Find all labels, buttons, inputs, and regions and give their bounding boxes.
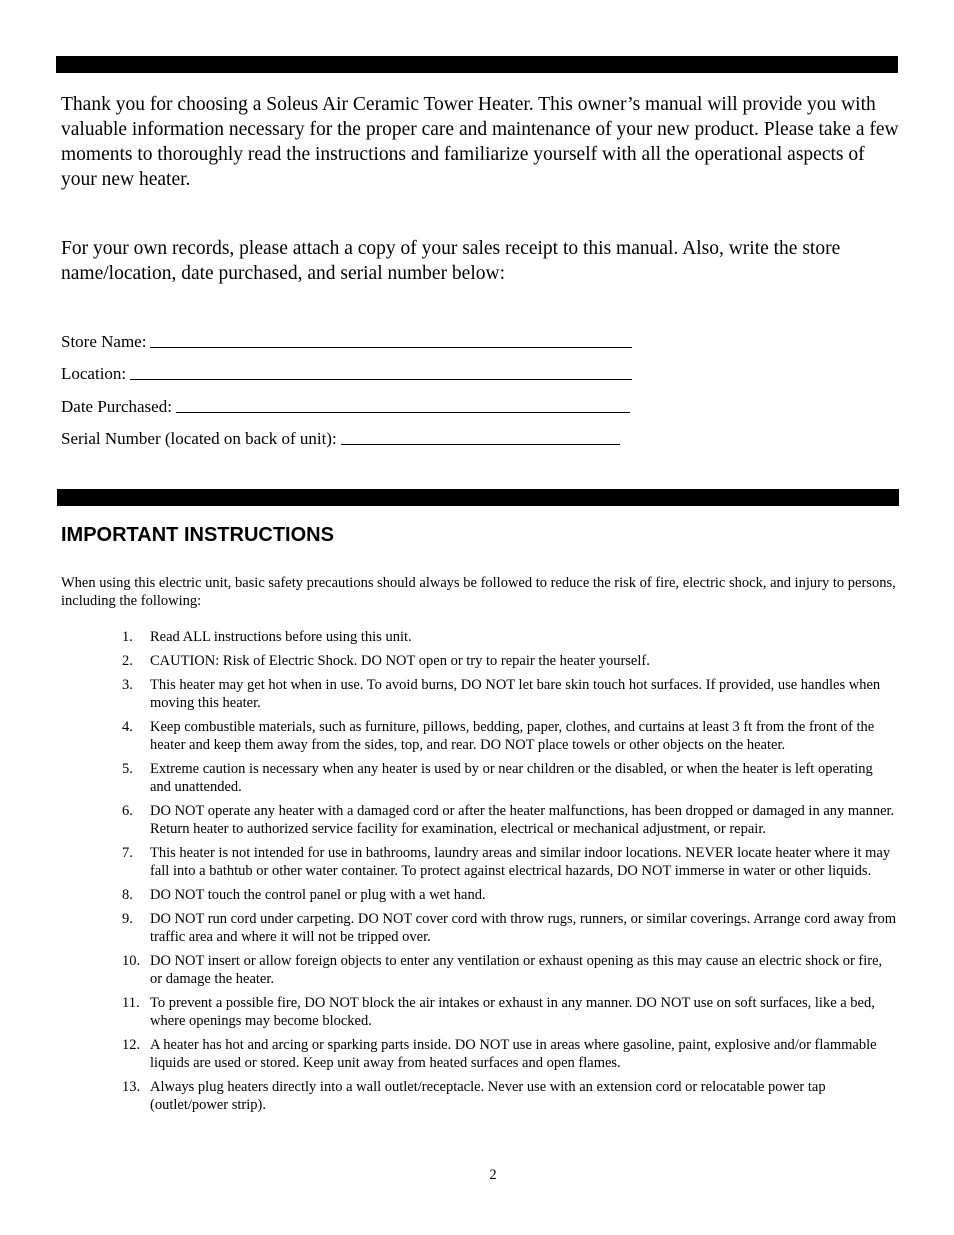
instruction-text: DO NOT operate any heater with a damaged cord or after the heater malfunctions, has been dropped or damaged in any manner. Return heater to authorized service facility for examination, electrical or mechanical adjustment, or repair. bbox=[150, 803, 895, 837]
instruction-number: 11. bbox=[122, 995, 140, 1011]
instruction-number: 1. bbox=[122, 629, 133, 645]
instruction-item bbox=[61, 952, 896, 988]
instruction-item bbox=[61, 760, 896, 796]
instruction-text: To prevent a possible fire, DO NOT block the air intakes or exhaust in any manner. DO NOT use on soft surfaces, like a bed, where openings may become blocked. bbox=[150, 995, 875, 1029]
location-field bbox=[61, 362, 632, 384]
serial-number-label: Serial Number (located on back of unit): bbox=[61, 429, 337, 448]
section-heading: IMPORTANT INSTRUCTIONS bbox=[61, 524, 334, 546]
date-purchased-label: Date Purchased: bbox=[61, 397, 172, 416]
safety-intro-paragraph: When using this electric unit, basic safety precautions should always be followed to reduce the risk of fire, electric shock, and injury to persons, including the following: bbox=[61, 575, 896, 609]
receipt-paragraph: For your own records, please attach a copy of your sales receipt to this manual. Also, write the store name/location, date purchased, and serial number below: bbox=[61, 238, 841, 284]
instruction-item bbox=[61, 652, 896, 670]
instructions-list bbox=[61, 628, 896, 1120]
instruction-item bbox=[61, 676, 896, 712]
instruction-item bbox=[61, 994, 896, 1030]
instruction-text: Extreme caution is necessary when any heater is used by or near children or the disabled, or when the heater is left operating and unattended. bbox=[150, 761, 873, 795]
section-divider-bar bbox=[57, 489, 899, 506]
store-name-blank bbox=[150, 331, 632, 348]
page-number: 2 bbox=[489, 1167, 497, 1183]
instruction-text: Always plug heaters directly into a wall outlet/receptacle. Never use with an extension cord or relocatable power tap (outlet/power strip). bbox=[150, 1079, 826, 1113]
store-name-field bbox=[61, 330, 632, 352]
instruction-text: A heater has hot and arcing or sparking parts inside. DO NOT use in areas where gasoline, paint, explosive and/or flammable liquids are used or stored. Keep unit away from heated surfaces and open flames. bbox=[150, 1037, 877, 1071]
instruction-number: 8. bbox=[122, 887, 133, 903]
location-label: Location: bbox=[61, 364, 127, 383]
serial-number-blank bbox=[341, 428, 620, 445]
store-name-label: Store Name: bbox=[61, 332, 147, 351]
instruction-number: 13. bbox=[122, 1079, 141, 1095]
instruction-number: 10. bbox=[122, 953, 141, 969]
instruction-item bbox=[61, 718, 896, 754]
instruction-item bbox=[61, 628, 896, 646]
instruction-text: This heater is not intended for use in bathrooms, laundry areas and similar indoor locations. NEVER locate heater where it may fall into a bathtub or other water container. To protect against electrical hazards, DO NOT immerse in water or other liquids. bbox=[150, 845, 891, 879]
instruction-item bbox=[61, 910, 896, 946]
instruction-number: 7. bbox=[122, 845, 133, 861]
instruction-text: Keep combustible materials, such as furniture, pillows, bedding, paper, clothes, and curtains at least 3 ft from the front of the heater and keep them away from the sides, top, and rear. DO NOT place towels or other objects on the heater. bbox=[150, 719, 875, 753]
date-purchased-field bbox=[61, 395, 630, 417]
instruction-text: DO NOT run cord under carpeting. DO NOT cover cord with throw rugs, runners, or similar coverings. Arrange cord away from traffic area and where it will not be tripped over. bbox=[150, 911, 897, 945]
instruction-item bbox=[61, 1078, 896, 1114]
instruction-text: This heater may get hot when in use. To avoid burns, DO NOT let bare skin touch hot surfaces. If provided, use handles when moving this heater. bbox=[150, 677, 881, 711]
instruction-text: Read ALL instructions before using this unit. bbox=[150, 629, 412, 645]
intro-paragraph: Thank you for choosing a Soleus Air Ceramic Tower Heater. This owner’s manual will provide you with valuable information necessary for the proper care and maintenance of your new product. Please take a few moments to thoroughly read the instructions and familiarize yourself with all the operational aspects of your new heater. bbox=[61, 94, 899, 190]
instruction-text: DO NOT insert or allow foreign objects to enter any ventilation or exhaust opening as this may cause an electric shock or fire, or damage the heater. bbox=[150, 953, 883, 987]
instruction-text: DO NOT touch the control panel or plug with a wet hand. bbox=[150, 887, 486, 903]
instruction-number: 3. bbox=[122, 677, 133, 693]
serial-number-field bbox=[61, 427, 620, 449]
top-divider-bar bbox=[56, 56, 898, 73]
instruction-item bbox=[61, 886, 896, 904]
instruction-item bbox=[61, 802, 896, 838]
instruction-item bbox=[61, 1036, 896, 1072]
instruction-number: 5. bbox=[122, 761, 133, 777]
instruction-number: 4. bbox=[122, 719, 133, 735]
instruction-number: 12. bbox=[122, 1037, 141, 1053]
instruction-number: 6. bbox=[122, 803, 133, 819]
date-purchased-blank bbox=[176, 396, 630, 413]
instruction-number: 9. bbox=[122, 911, 133, 927]
instruction-text: CAUTION: Risk of Electric Shock. DO NOT open or try to repair the heater yourself. bbox=[150, 653, 650, 669]
instruction-item bbox=[61, 844, 896, 880]
location-blank bbox=[130, 363, 632, 380]
instruction-number: 2. bbox=[122, 653, 133, 669]
